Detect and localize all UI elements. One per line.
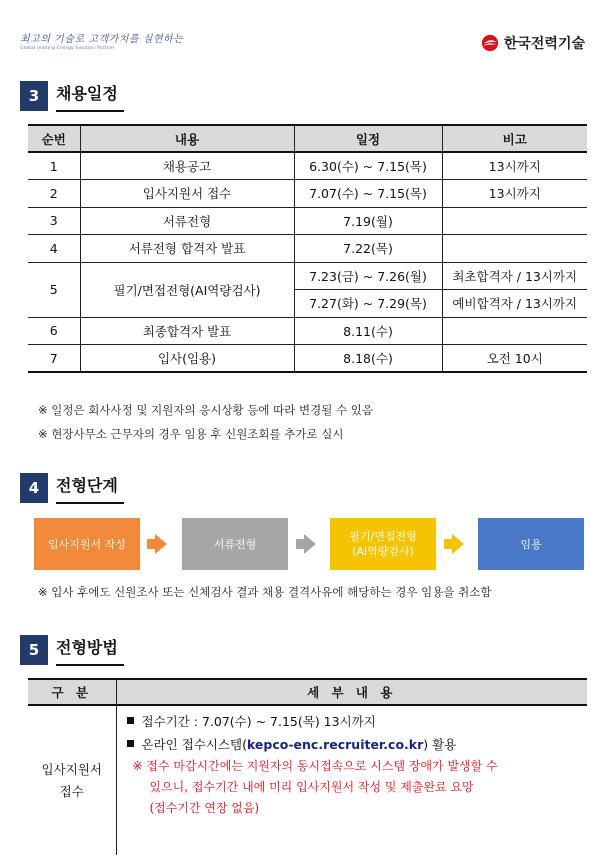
col-header-content: 내용 bbox=[80, 125, 294, 152]
table-row bbox=[28, 262, 587, 290]
table-row bbox=[28, 705, 587, 855]
row-note: 최초합격자 / 13시까지 bbox=[442, 262, 587, 290]
step-label: 임용 bbox=[520, 537, 542, 551]
row-date: 7.23(금) ~ 7.26(월) bbox=[294, 262, 442, 290]
table-row bbox=[28, 345, 587, 373]
row-no: 6 bbox=[28, 317, 80, 345]
step-appointment bbox=[478, 518, 584, 570]
row-note: 13시까지 bbox=[442, 152, 587, 180]
page-header bbox=[0, 0, 603, 70]
row-date: 7.07(수) ~ 7.15(목) bbox=[294, 180, 442, 208]
row-no: 5 bbox=[28, 262, 80, 317]
row-date: 8.11(수) bbox=[294, 317, 442, 345]
online-suffix: ) 활용 bbox=[423, 737, 457, 752]
row-note: 오전 10시 bbox=[442, 345, 587, 373]
section-number: 5 bbox=[20, 635, 48, 665]
table-row bbox=[28, 317, 587, 345]
step-label-line2: (AI역량검사) bbox=[352, 545, 414, 558]
table-row bbox=[28, 152, 587, 180]
slogan bbox=[20, 30, 184, 51]
col-header-category: 구 분 bbox=[28, 679, 116, 705]
row-note bbox=[442, 317, 587, 345]
category-cell bbox=[28, 705, 116, 855]
category-line2: 접수 bbox=[59, 783, 84, 799]
square-bullet-icon bbox=[127, 740, 134, 747]
schedule-table bbox=[28, 124, 587, 373]
company-logo bbox=[481, 33, 585, 53]
schedule-note-1: ※ 일정은 회사사정 및 지원자의 응시상황 등에 따라 변경될 수 있음 bbox=[38, 403, 374, 417]
row-content: 입사(임용) bbox=[80, 345, 294, 373]
detail-cell bbox=[116, 705, 587, 855]
process-flow bbox=[34, 518, 584, 570]
recruit-site-link[interactable]: kepco-enc.recruiter.co.kr bbox=[246, 737, 424, 752]
section-number: 3 bbox=[20, 81, 48, 111]
online-line bbox=[127, 733, 582, 756]
warning-line-3: (접수기간 연장 없음) bbox=[149, 801, 260, 815]
slogan-sub: Global leading Energy Solution Partner bbox=[20, 46, 115, 51]
square-bullet-icon bbox=[127, 717, 134, 724]
step-label bbox=[349, 529, 416, 559]
col-header-date: 일정 bbox=[294, 125, 442, 152]
row-date: 7.22(목) bbox=[294, 235, 442, 263]
step-application bbox=[34, 518, 140, 570]
step-label: 입사지원서 작성 bbox=[48, 537, 126, 551]
row-no: 7 bbox=[28, 345, 80, 373]
table-row bbox=[28, 180, 587, 208]
section-5-heading bbox=[20, 634, 124, 666]
row-content: 최종합격자 발표 bbox=[80, 317, 294, 345]
row-note bbox=[442, 207, 587, 235]
method-table bbox=[28, 678, 587, 855]
online-prefix: 온라인 접수시스템( bbox=[141, 737, 247, 752]
slogan-main: 최고의 기술로 고객가치를 실현하는 bbox=[20, 34, 184, 45]
section-title: 전형단계 bbox=[56, 473, 124, 504]
row-date: 7.19(월) bbox=[294, 207, 442, 235]
period-text: 접수기간 : 7.07(수) ~ 7.15(목) 13시까지 bbox=[141, 714, 376, 729]
section-title: 전형방법 bbox=[56, 635, 124, 666]
warning-line-2: 있으니, 접수기간 내에 미리 입사지원서 작성 및 제출완료 요망 bbox=[149, 780, 474, 794]
section-title: 채용일정 bbox=[56, 81, 124, 112]
table-row bbox=[28, 207, 587, 235]
step-label: 서류전형 bbox=[213, 537, 257, 551]
section-3-heading bbox=[20, 80, 124, 112]
process-note: ※ 입사 후에도 신원조사 또는 신체검사 결과 채용 결격사유에 해당하는 경우 임용을 취소함 bbox=[38, 585, 492, 599]
row-content: 서류전형 bbox=[80, 207, 294, 235]
row-date: 6.30(수) ~ 7.15(목) bbox=[294, 152, 442, 180]
row-no: 3 bbox=[28, 207, 80, 235]
table-header-row bbox=[28, 125, 587, 152]
step-written-interview bbox=[330, 518, 436, 570]
row-note-second: 예비합격자 / 13시까지 bbox=[442, 290, 587, 318]
step-label-line1: 필기/면접전형 bbox=[349, 530, 417, 543]
row-note: 13시까지 bbox=[442, 180, 587, 208]
row-content: 서류전형 합격자 발표 bbox=[80, 235, 294, 263]
period-line bbox=[127, 710, 582, 733]
row-note bbox=[442, 235, 587, 263]
kepco-logo-icon bbox=[481, 34, 499, 52]
row-date-second: 7.27(화) ~ 7.29(목) bbox=[294, 290, 442, 318]
row-content: 채용공고 bbox=[80, 152, 294, 180]
row-content: 입사지원서 접수 bbox=[80, 180, 294, 208]
row-no: 4 bbox=[28, 235, 80, 263]
section-number: 4 bbox=[20, 473, 48, 503]
row-content: 필기/면접전형(AI역량검사) bbox=[80, 262, 294, 317]
row-no: 1 bbox=[28, 152, 80, 180]
schedule-note-2: ※ 현장사무소 근무자의 경우 임용 후 신원조회를 추가로 실시 bbox=[38, 427, 344, 441]
row-date: 8.18(수) bbox=[294, 345, 442, 373]
col-header-detail: 세 부 내 용 bbox=[116, 679, 587, 705]
table-row bbox=[28, 235, 587, 263]
col-header-note: 비고 bbox=[442, 125, 587, 152]
step-document-screening bbox=[182, 518, 288, 570]
col-header-no: 순번 bbox=[28, 125, 80, 152]
section-4-heading bbox=[20, 472, 124, 504]
category-line1: 입사지원서 bbox=[41, 761, 102, 777]
row-no: 2 bbox=[28, 180, 80, 208]
company-name: 한국전력기술 bbox=[503, 36, 585, 52]
warning-line-1: ※ 접수 마감시간에는 지원자의 동시접속으로 시스템 장애가 발생할 수 bbox=[132, 759, 498, 773]
table-header-row bbox=[28, 679, 587, 705]
